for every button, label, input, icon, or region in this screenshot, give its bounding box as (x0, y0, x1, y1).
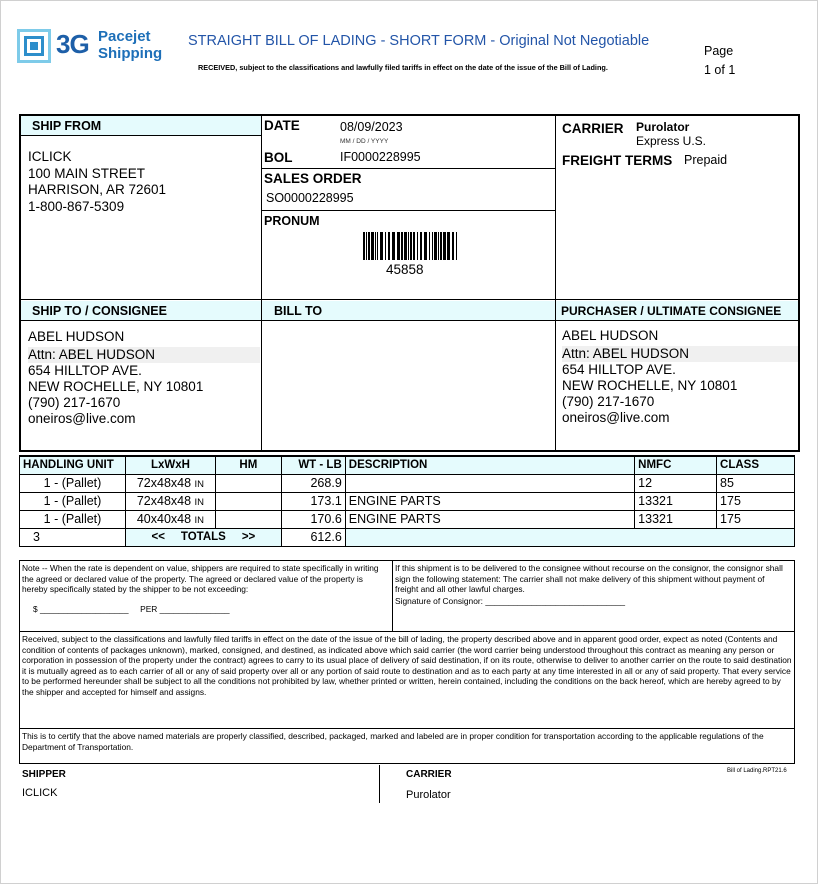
purchaser-name: ABEL HUDSON (562, 328, 659, 343)
hm-cell (215, 474, 281, 492)
handling-unit-cell: 1 - (Pallet) (20, 474, 126, 492)
barcode-bar (404, 232, 407, 260)
ship-to-details (28, 329, 260, 427)
nmfc-cell: 13321 (635, 492, 717, 510)
barcode-bar (438, 232, 439, 260)
weight-cell: 170.6 (281, 510, 345, 528)
dims-value: 72x48x48 (136, 476, 192, 490)
barcode-bar (413, 232, 415, 260)
barcode-bar (417, 232, 418, 260)
bol-value: IF0000228995 (340, 150, 421, 164)
footer-carrier-value: Purolator (406, 789, 451, 801)
page-label: Page (704, 44, 734, 58)
dims-value: 72x48x48 (136, 494, 192, 508)
barcode-bar (397, 232, 400, 260)
pronum-barcode (363, 232, 457, 260)
footer-divider (379, 765, 380, 803)
barcode-bar (456, 232, 457, 260)
total-count: 3 (33, 530, 40, 544)
certify-paragraph: This is to certify that the above named materials are properly classified, described, packaged, marked and labeled are in proper condition for transportation according to the applicable regulations of the Department of Transportation. (22, 731, 764, 752)
barcode-bar (363, 232, 365, 260)
nmfc-cell: 12 (635, 474, 717, 492)
class-cell: 175 (717, 510, 795, 528)
carrier-line1: Purolator (636, 120, 690, 134)
barcode-bar (375, 232, 376, 260)
form-code: Bill of Lading.RPT21.6 (727, 768, 787, 774)
ship-to-email: oneiros@live.com (28, 411, 136, 426)
sales-order-value: SO0000228995 (266, 191, 354, 205)
logo-brand-name (98, 28, 162, 62)
purchaser-address2: NEW ROCHELLE, NY 10801 (562, 378, 738, 393)
barcode-bar (432, 232, 433, 260)
purchaser-details (562, 328, 798, 426)
ship-from-address1: 100 MAIN STREET (28, 165, 146, 181)
barcode-bar (392, 232, 395, 260)
description-cell: ENGINE PARTS (345, 510, 634, 528)
barcode-bar (385, 232, 386, 260)
freight-terms-value: Prepaid (684, 153, 728, 167)
barcode-bar (380, 232, 383, 260)
date-value: 08/09/2023 (340, 120, 403, 134)
declared-value-note: Note -- When the rate is dependent on value, shippers are required to state specifically in writing the agreed or declared value of the property. The agreed or declared value of the property is hereby specifically stated by the shipper to be not exceeding: (22, 563, 379, 595)
description-cell (345, 474, 634, 492)
ship-to-address1: 654 HILLTOP AVE. (28, 363, 142, 378)
barcode-bar (429, 232, 430, 260)
carrier-line2: Express U.S. (636, 133, 707, 148)
ship-from-name: ICLICK (28, 149, 72, 164)
col-hm: HM (215, 456, 281, 474)
bol-label: BOL (264, 150, 293, 165)
col-description: DESCRIPTION (345, 456, 634, 474)
logo-3g-text: 3G (56, 29, 89, 59)
total-count-cell (20, 528, 126, 546)
barcode-bar (377, 232, 378, 260)
col-nmfc: NMFC (635, 456, 717, 474)
dims-unit: IN (194, 515, 205, 526)
barcode-bar (366, 232, 367, 260)
ship-from-phone: 1-800-867-5309 (28, 198, 125, 214)
sales-order-divider (261, 168, 556, 169)
hm-cell (215, 510, 281, 528)
class-cell: 85 (717, 474, 795, 492)
col-class: CLASS (717, 456, 795, 474)
shipper-label: SHIPPER (22, 769, 66, 780)
barcode-bar (401, 232, 403, 260)
footer-carrier-label: CARRIER (406, 769, 452, 780)
dims-unit: IN (194, 479, 205, 490)
pronum-divider (261, 210, 556, 211)
nmfc-cell: 13321 (635, 510, 717, 528)
shipper-value: ICLICK (22, 787, 58, 799)
barcode-bar (410, 232, 412, 260)
description-cell: ENGINE PARTS (345, 492, 634, 510)
totals-row (20, 528, 795, 546)
dims-value: 40x40x48 (136, 512, 192, 526)
barcode-number: 45858 (386, 262, 424, 277)
date-format: MM / DD / YYYY (340, 138, 389, 145)
ship-from-address2: HARRISON, AR 72601 (28, 182, 167, 197)
handling-unit-cell: 1 - (Pallet) (20, 510, 126, 528)
col-handling-unit: HANDLING UNIT (20, 456, 126, 474)
purchaser-attn: Attn: ABEL HUDSON (562, 346, 798, 362)
totals-empty (345, 528, 794, 546)
class-cell: 175 (717, 492, 795, 510)
ship-to-header (21, 301, 261, 321)
weight-cell: 173.1 (281, 492, 345, 510)
ship-from-header-text: SHIP FROM (32, 119, 102, 133)
purchaser-header-text: PURCHASER / ULTIMATE CONSIGNEE (561, 304, 782, 318)
ship-to-name: ABEL HUDSON (28, 329, 125, 344)
barcode-bar (434, 232, 437, 260)
purchaser-phone: (790) 217-1670 (562, 394, 655, 409)
table-row (20, 492, 795, 510)
purchaser-address1: 654 HILLTOP AVE. (562, 362, 676, 377)
ship-from-header (21, 116, 261, 136)
bill-to-header (262, 301, 555, 321)
bill-to-box (261, 299, 556, 452)
purchaser-email: oneiros@live.com (562, 410, 670, 425)
barcode-bar (388, 232, 390, 260)
col-dimensions: LxWxH (125, 456, 215, 474)
barcode-bar (368, 232, 370, 260)
table-row (20, 474, 795, 492)
consignor-note: If this shipment is to be delivered to the consignee without recourse on the consignor, the consignor shall sign the following statement: The carrier shall not make delivery of this shipment without payment of freight and all other lawful charges. (395, 563, 783, 595)
barcode-bar (408, 232, 409, 260)
items-header-row (20, 456, 795, 474)
weight-cell: 268.9 (281, 474, 345, 492)
ship-to-address2: NEW ROCHELLE, NY 10801 (28, 379, 204, 394)
barcode-bar (371, 232, 374, 260)
carrier-label: CARRIER (562, 121, 624, 136)
pacejet-logo-icon (17, 29, 51, 63)
ship-to-phone: (790) 217-1670 (28, 395, 121, 410)
barcode-bar (420, 232, 422, 260)
handling-unit-cell: 1 - (Pallet) (20, 492, 126, 510)
dimensions-cell (125, 492, 215, 510)
bill-to-header-text: BILL TO (274, 304, 323, 318)
total-weight: 612.6 (281, 528, 345, 546)
col-weight: WT - LB (281, 456, 345, 474)
document-title: STRAIGHT BILL OF LADING - SHORT FORM - Original Not Negotiable (188, 33, 650, 49)
barcode-bar (452, 232, 454, 260)
barcode-bar (424, 232, 427, 260)
freight-terms-label: FREIGHT TERMS (562, 153, 673, 168)
totals-label: << TOTALS >> (125, 528, 281, 546)
table-row (20, 510, 795, 528)
dims-unit: IN (194, 497, 205, 508)
barcode-bar (440, 232, 442, 260)
logo-line1: Pacejet (98, 28, 151, 45)
received-paragraph: Received, subject to the classifications and lawfully filed tariffs in effect on the date of the issue of the bill of lading, the property described above and in apparent good order, expect as noted (Contents and condition of contents of packages unknown), marked, consigned, and destined, as indicated above which said carrier (the word carrier being understood throughout this contract as meaning any person or corporation in possession of the property under the contract) agrees to carry to its usual place of delivery of said destination, if on its route, otherwise to deliver to another carrier on the route to said destination it is mutually agreed as to each carrier of all or any of said property over all or any portion of said route to destination and as to each party at any time interested in all or any of said property. That every service to be performed hereunder shall be subject to all the conditions not prohibited by law, whether printed or written, herein contained, including the conditions on the back hereof, which are hereby agreed to by the shipper and accepted for himself and assigns. (22, 634, 792, 697)
sales-order-label: SALES ORDER (264, 171, 362, 186)
consignor-signature-line: Signature of Consignor: ______________________________ (395, 596, 626, 606)
declared-value-line: $ ___________________ PER _______________ (33, 604, 230, 614)
barcode-bar (447, 232, 450, 260)
carrier-value (636, 121, 706, 148)
ship-from-details (28, 149, 166, 215)
hm-cell (215, 492, 281, 510)
logo-line2: Shipping (98, 45, 163, 62)
ship-to-header-text: SHIP TO / CONSIGNEE (32, 304, 167, 318)
page-number: 1 of 1 (704, 63, 736, 77)
purchaser-header (556, 301, 798, 321)
dimensions-cell (125, 510, 215, 528)
ship-to-attn: Attn: ABEL HUDSON (28, 347, 260, 363)
items-table (19, 455, 795, 547)
pronum-label: PRONUM (264, 214, 320, 228)
document-subtitle: RECEIVED, subject to the classifications and lawfully filed tariffs in effect on the date of the issue of the Bill of Lading. (198, 63, 608, 72)
dimensions-cell (125, 474, 215, 492)
barcode-bar (443, 232, 446, 260)
date-label: DATE (264, 118, 300, 133)
